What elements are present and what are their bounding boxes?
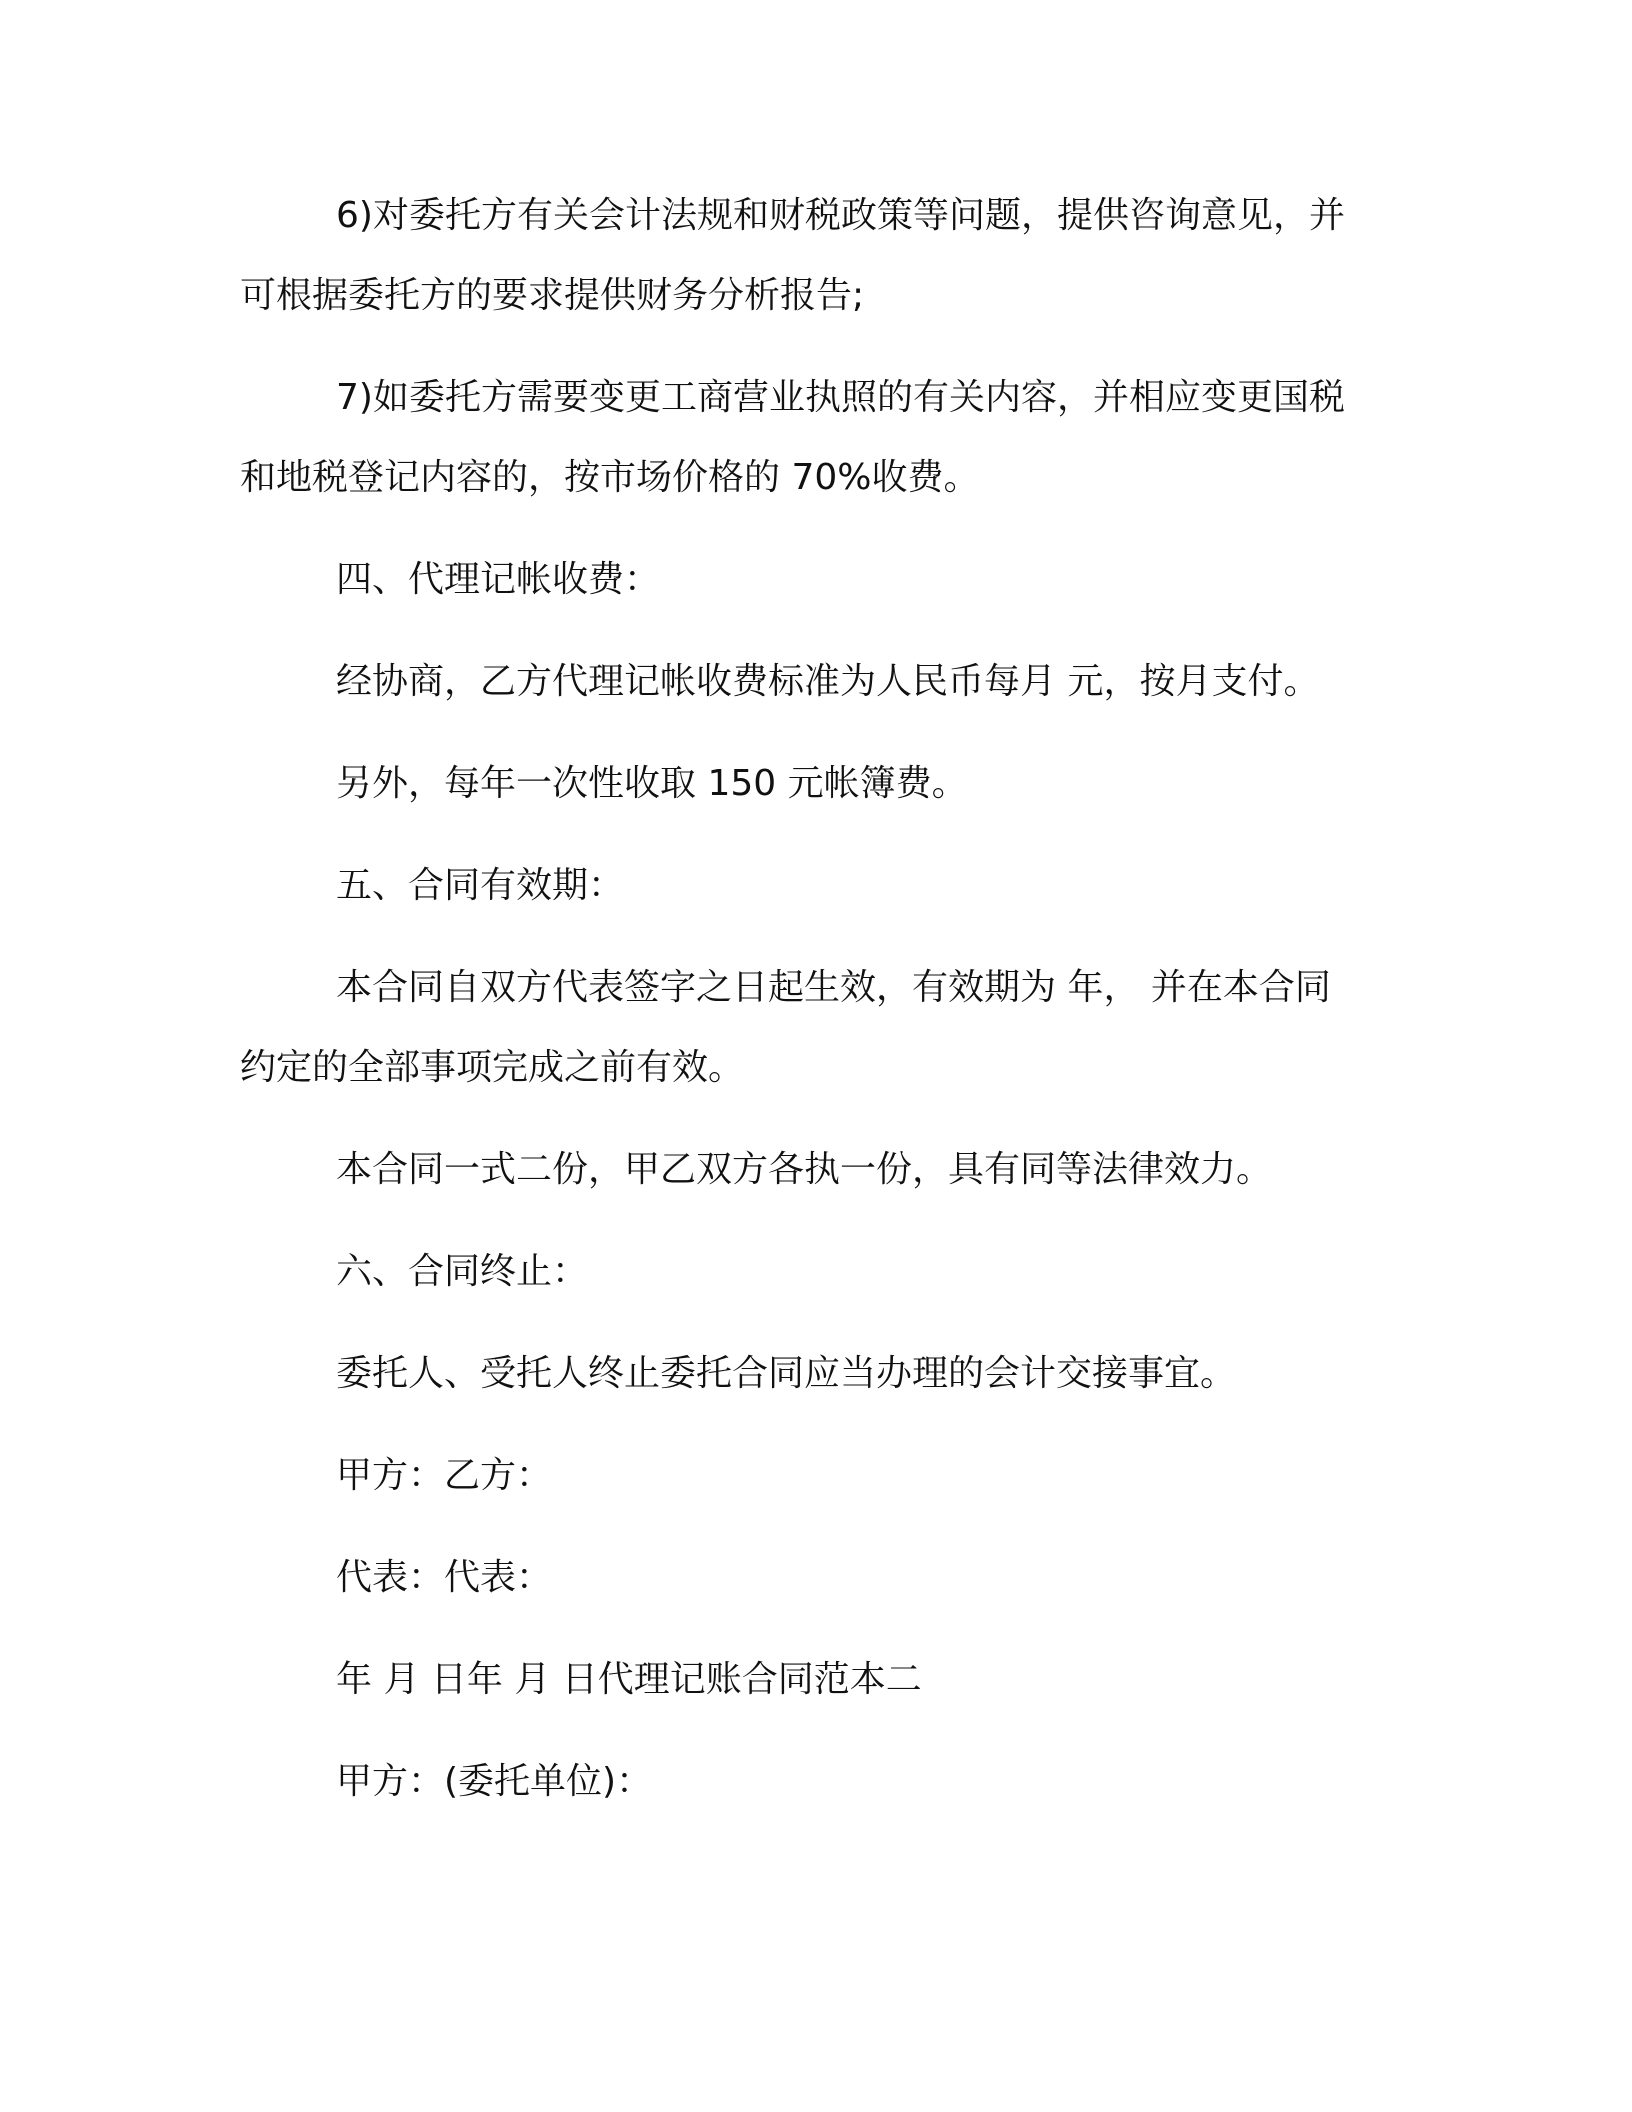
term-paragraph: [240, 948, 1375, 1108]
section-heading-5: 五、合同有效期：: [336, 865, 625, 906]
clause-6-line-1: 6)对委托方有关会计法规和财税政策等问题，提供咨询意见，并: [336, 195, 1345, 236]
term-line-2: 约定的全部事项完成之前有效。: [240, 1047, 745, 1088]
dates-line: 年 月 日年 月 日代理记账合同范本二: [336, 1659, 922, 1700]
section-heading-6: 六、合同终止：: [336, 1251, 589, 1292]
representatives-line: 代表：代表：: [336, 1557, 553, 1598]
termination-paragraph: 委托人、受托人终止委托合同应当办理的会计交接事宜。: [336, 1353, 1237, 1394]
clause-7-line-2: 和地税登记内容的，按市场价格的 70%收费。: [240, 457, 980, 498]
term-line-1: 本合同自双方代表签字之日起生效，有效期为 年， 并在本合同: [336, 967, 1331, 1008]
ledger-fee-paragraph: 另外，每年一次性收取 150 元帐簿费。: [336, 763, 968, 804]
clause-7-line-1: 7)如委托方需要变更工商营业执照的有关内容，并相应变更国税: [336, 377, 1345, 418]
copies-paragraph: 本合同一式二份，甲乙双方各执一份，具有同等法律效力。: [336, 1149, 1273, 1190]
fee-paragraph: 经协商，乙方代理记帐收费标准为人民币每月 元，按月支付。: [336, 661, 1320, 702]
clause-7: [240, 358, 1375, 518]
party-a-line: 甲方：(委托单位)：: [336, 1761, 653, 1802]
clause-6-line-2: 可根据委托方的要求提供财务分析报告;: [240, 275, 865, 316]
section-heading-4: 四、代理记帐收费：: [336, 559, 661, 600]
parties-line: 甲方：乙方：: [336, 1455, 553, 1496]
clause-6: [240, 176, 1375, 336]
